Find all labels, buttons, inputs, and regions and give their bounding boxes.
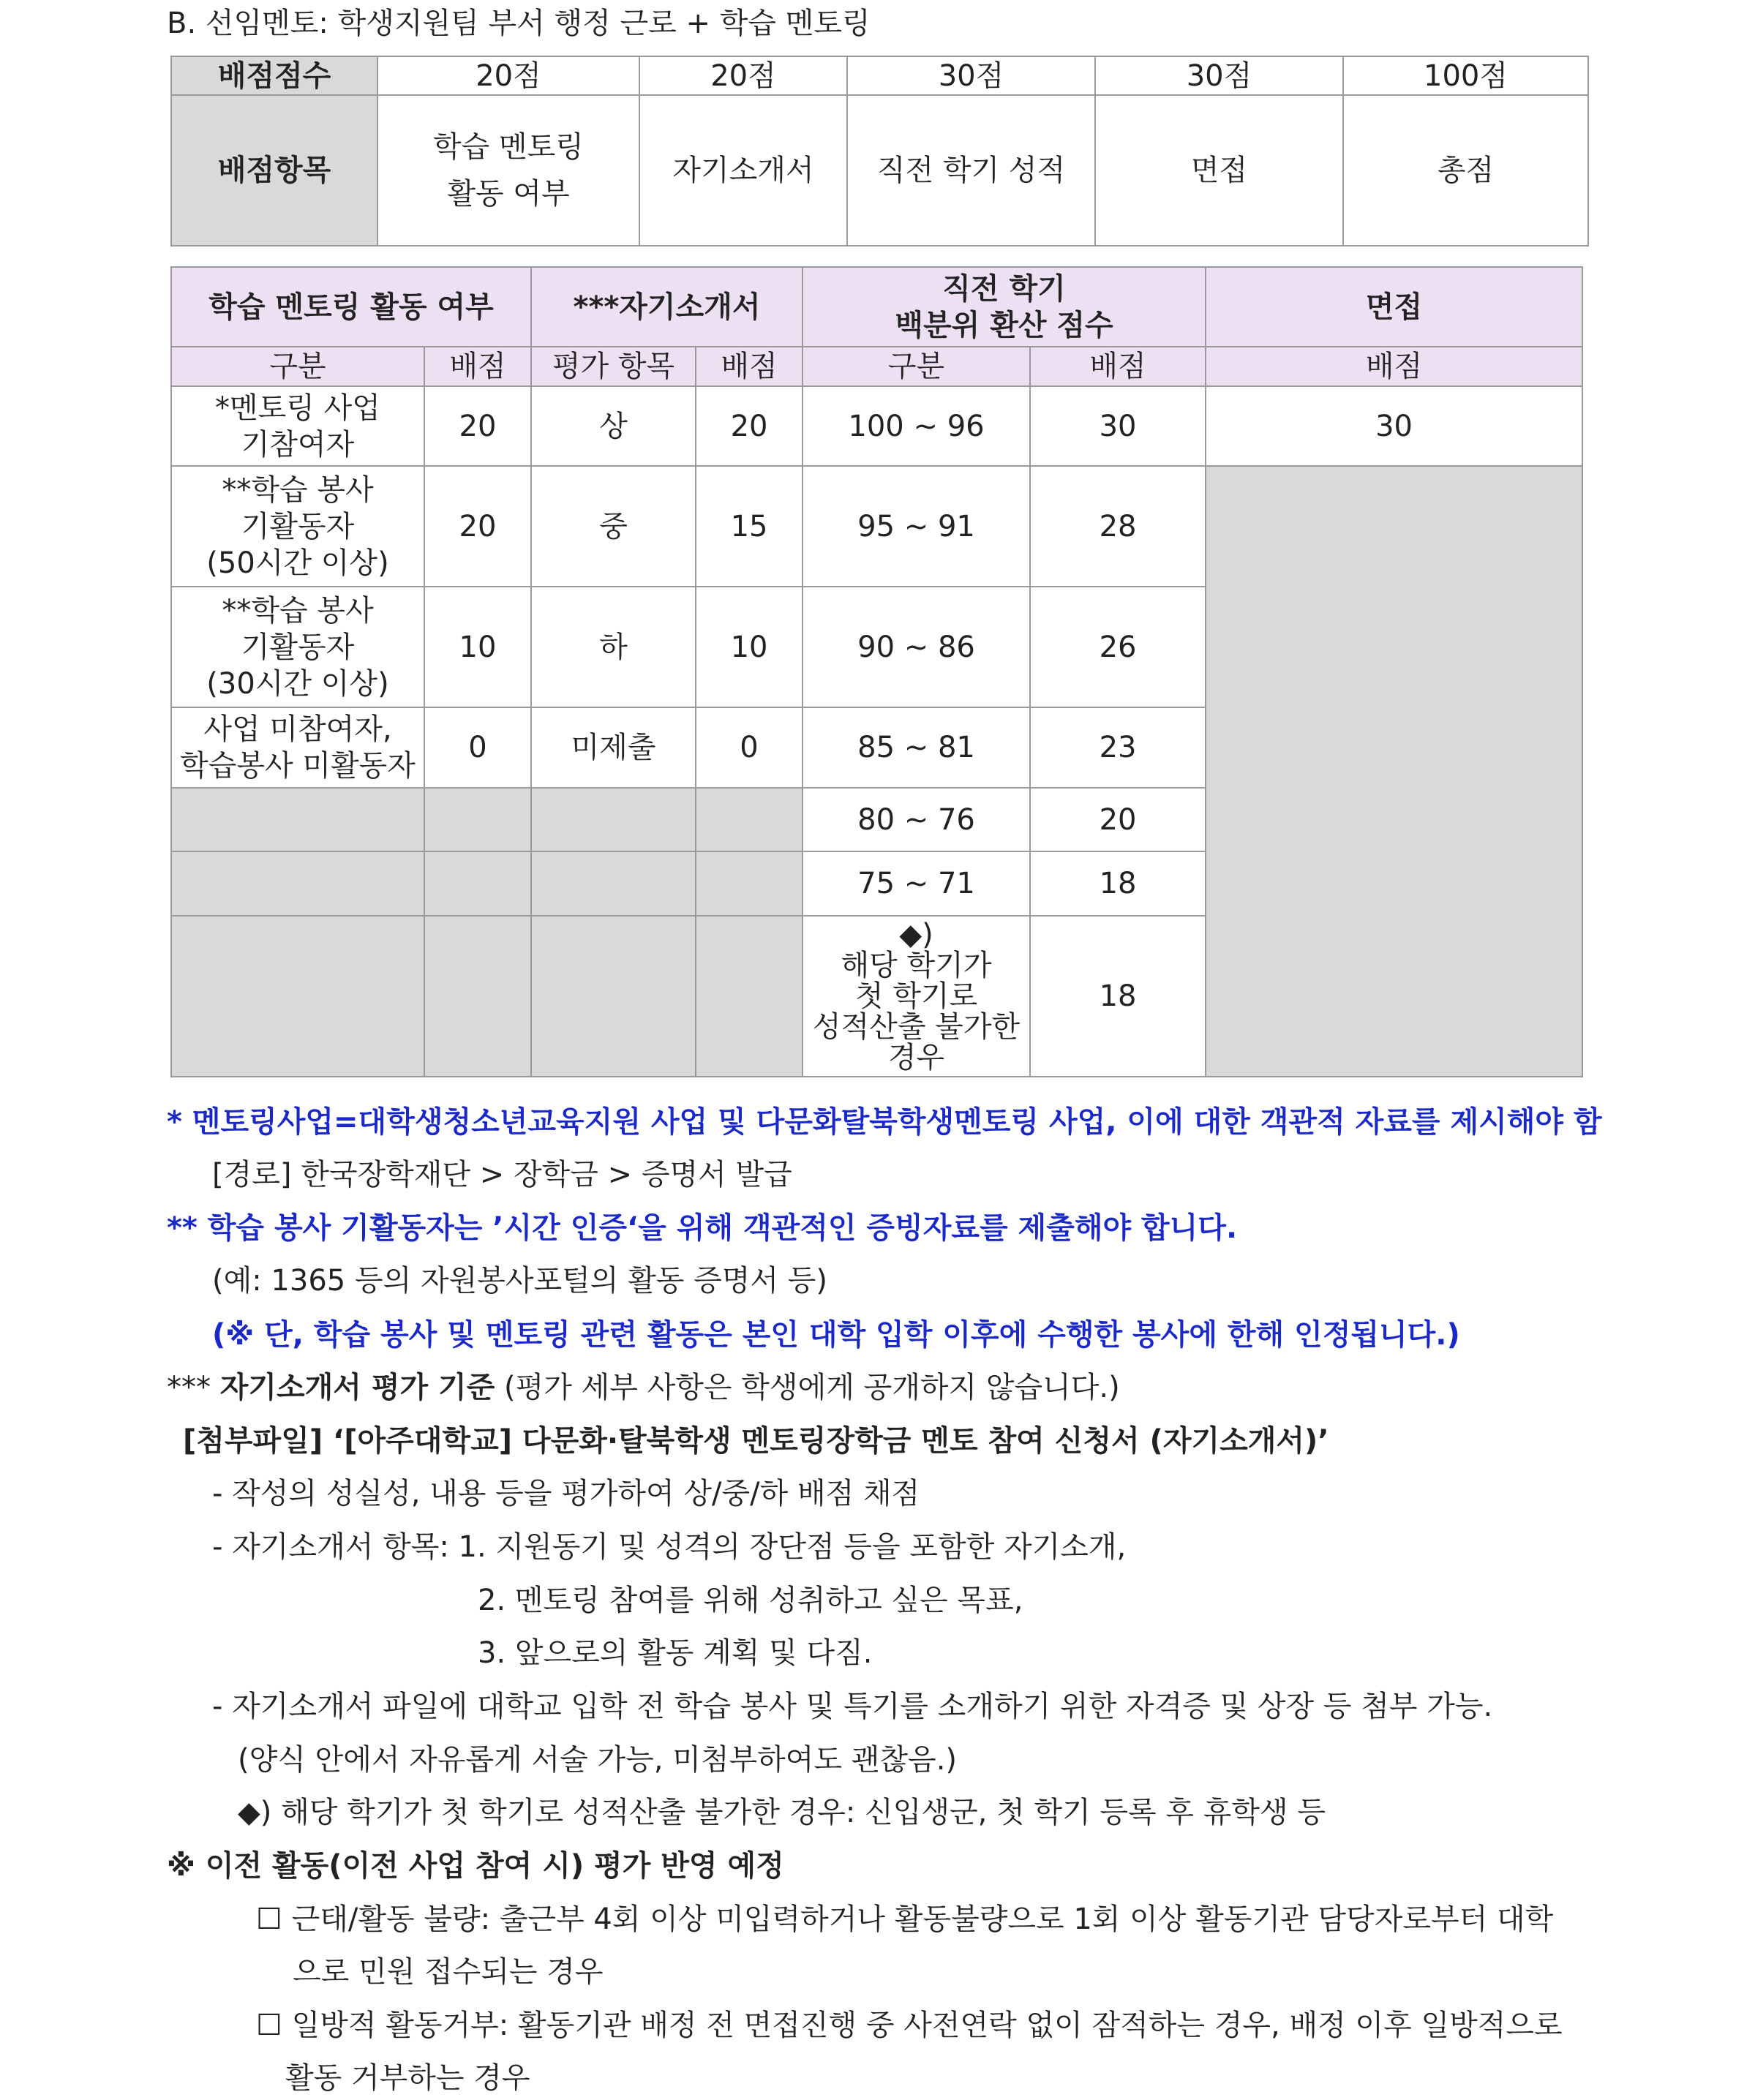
score-value: 20점 xyxy=(639,56,847,95)
subheader: 배점 xyxy=(1206,347,1582,386)
item-essay: 자기소개서 xyxy=(639,95,847,246)
gpa-score: 26 xyxy=(1030,587,1206,707)
note-essay-rest: (평가 세부 사항은 학생에게 공개하지 않습니다.) xyxy=(495,1371,1120,1404)
score-value: 30점 xyxy=(1095,56,1343,95)
mentoring-category-line: 사업 미참여자, xyxy=(203,712,392,746)
empty-cell xyxy=(171,851,424,916)
empty-cell xyxy=(531,851,696,916)
note-mentoring-business: * 멘토링사업=대학생청소년교육지원 사업 및 다문화탈북학생멘토링 사업, 이에 대한 객관적 자료를 제시해야 함 xyxy=(167,1105,1602,1139)
mentoring-category-line: (30시간 이상) xyxy=(206,666,389,701)
gpa-score: 28 xyxy=(1030,466,1206,587)
gpa-special-score: 18 xyxy=(1030,916,1206,1077)
gpa-score: 30 xyxy=(1030,386,1206,466)
empty-cell xyxy=(424,788,531,851)
mentoring-category xyxy=(171,587,424,707)
mentoring-category-line: 기활동자 xyxy=(241,630,355,664)
note-essay-criteria xyxy=(167,1367,1120,1408)
empty-cell xyxy=(696,916,803,1077)
group-header-essay: ***자기소개서 xyxy=(531,267,803,347)
item-mentoring xyxy=(377,95,639,246)
note-attachment: [첨부파일] ‘[아주대학교] 다문화·탈북학생 멘토링장학금 멘토 참여 신청서 (자기소개서)’ xyxy=(183,1424,1329,1458)
empty-cell xyxy=(424,916,531,1077)
essay-score: 15 xyxy=(696,466,803,587)
essay-grade: 미제출 xyxy=(531,707,696,788)
score-value: 20점 xyxy=(377,56,639,95)
mentoring-category xyxy=(171,707,424,788)
empty-cell xyxy=(171,788,424,851)
note-volunteer-caveat: (※ 단, 학습 봉사 및 멘토링 관련 활동은 본인 대학 입학 이후에 수행한 봉사에 한해 인정됩니다.) xyxy=(212,1318,1460,1352)
score-value: 30점 xyxy=(847,56,1095,95)
mentoring-category-line: *멘토링 사업 xyxy=(215,391,380,425)
bullet-free-form: (양식 안에서 자유롭게 서술 가능, 미첨부하여도 괜찮음.) xyxy=(238,1743,958,1777)
gpa-special-line: ◆) xyxy=(899,918,933,952)
essay-score: 0 xyxy=(696,707,803,788)
essay-item-goal: 2. 멘토링 참여를 위해 성취하고 싶은 목표, xyxy=(478,1584,1023,1617)
gpa-special-line: 경우 xyxy=(887,1041,945,1075)
prior-attendance-line1: ☐ 근태/활동 불량: 출근부 4회 이상 미입력하거나 활동불량으로 1회 이상 활동기관 담당자로부터 대학 xyxy=(256,1903,1554,1936)
score-row-label: 배점점수 xyxy=(171,56,377,95)
gpa-range: 80 ~ 76 xyxy=(803,788,1030,851)
subheader: 배점 xyxy=(1030,347,1206,386)
subheader: 구분 xyxy=(803,347,1030,386)
item-mentoring-line: 활동 여부 xyxy=(447,177,570,211)
mentoring-score: 10 xyxy=(424,587,531,707)
score-summary-table xyxy=(170,56,1589,246)
prior-activity-title: ※ 이전 활동(이전 사업 참여 시) 평가 반영 예정 xyxy=(167,1849,784,1883)
essay-score: 20 xyxy=(696,386,803,466)
mentoring-score: 0 xyxy=(424,707,531,788)
gpa-range: 75 ~ 71 xyxy=(803,851,1030,916)
note-essay-prefix: *** xyxy=(167,1371,220,1404)
section-heading: B. 선임멘토: 학생지원팀 부서 행정 근로 + 학습 멘토링 xyxy=(167,7,871,40)
essay-grade: 하 xyxy=(531,587,696,707)
group-header-mentoring: 학습 멘토링 활동 여부 xyxy=(171,267,531,347)
mentoring-score: 20 xyxy=(424,386,531,466)
gpa-score: 18 xyxy=(1030,851,1206,916)
item-gpa: 직전 학기 성적 xyxy=(847,95,1095,246)
prior-refusal-line2: 활동 거부하는 경우 xyxy=(285,2061,530,2095)
note-volunteer-proof: ** 학습 봉사 기활동자는 ’시간 인증‘을 위해 객관적인 증빙자료를 제출해야 합니다. xyxy=(167,1211,1238,1245)
subheader: 배점 xyxy=(424,347,531,386)
bullet-sincerity: - 작성의 성실성, 내용 등을 평가하여 상/중/하 배점 채점 xyxy=(212,1477,920,1510)
mentoring-category xyxy=(171,386,424,466)
essay-grade: 중 xyxy=(531,466,696,587)
gpa-score: 20 xyxy=(1030,788,1206,851)
empty-cell xyxy=(531,788,696,851)
group-header-gpa-line: 백분위 환산 점수 xyxy=(895,308,1113,342)
interview-empty-cell xyxy=(1206,466,1582,1077)
gpa-score: 23 xyxy=(1030,707,1206,788)
group-header-interview: 면접 xyxy=(1206,267,1582,347)
interview-score: 30 xyxy=(1206,386,1582,466)
essay-score: 10 xyxy=(696,587,803,707)
group-header-gpa xyxy=(803,267,1206,347)
subheader: 구분 xyxy=(171,347,424,386)
gpa-range: 95 ~ 91 xyxy=(803,466,1030,587)
empty-cell xyxy=(171,916,424,1077)
empty-cell xyxy=(424,851,531,916)
detail-score-table xyxy=(170,266,1583,1077)
bullet-essay-items: - 자기소개서 항목: 1. 지원동기 및 성격의 장단점 등을 포함한 자기소개, xyxy=(212,1530,1127,1564)
gpa-range: 85 ~ 81 xyxy=(803,707,1030,788)
prior-attendance-line2: 으로 민원 접수되는 경우 xyxy=(293,1955,604,1989)
gpa-special-line: 성적산출 불가한 xyxy=(812,1010,1021,1044)
mentoring-category xyxy=(171,466,424,587)
mentoring-score: 20 xyxy=(424,466,531,587)
gpa-special-case xyxy=(803,916,1030,1077)
essay-grade: 상 xyxy=(531,386,696,466)
item-total: 총점 xyxy=(1343,95,1588,246)
gpa-special-line: 해당 학기가 xyxy=(841,949,992,982)
note-certificate-path: [경로] 한국장학재단 > 장학금 > 증명서 발급 xyxy=(212,1158,792,1192)
mentoring-category-line: (50시간 이상) xyxy=(206,546,389,580)
mentoring-category-line: **학습 봉사 xyxy=(222,593,374,628)
note-essay-title: 자기소개서 평가 기준 xyxy=(219,1371,495,1404)
mentoring-category-line: 기활동자 xyxy=(241,509,355,543)
item-row-label: 배점항목 xyxy=(171,95,377,246)
note-volunteer-example: (예: 1365 등의 자원봉사포털의 활동 증명서 등) xyxy=(212,1264,828,1298)
essay-item-plan: 3. 앞으로의 활동 계획 및 다짐. xyxy=(478,1636,873,1670)
group-header-gpa-line: 직전 학기 xyxy=(942,271,1066,306)
subheader: 평가 항목 xyxy=(531,347,696,386)
note-first-semester: ◆) 해당 학기가 첫 학기로 성적산출 불가한 경우: 신입생군, 첫 학기 등록 후 휴학생 등 xyxy=(238,1796,1326,1829)
bullet-attachments-allowed: - 자기소개서 파일에 대학교 입학 전 학습 봉사 및 특기를 소개하기 위한 자격증 및 상장 등 첨부 가능. xyxy=(212,1690,1493,1723)
subheader: 배점 xyxy=(696,347,803,386)
empty-cell xyxy=(531,916,696,1077)
gpa-special-line: 첫 학기로 xyxy=(854,979,978,1013)
gpa-range: 90 ~ 86 xyxy=(803,587,1030,707)
item-interview: 면접 xyxy=(1095,95,1343,246)
prior-refusal-line1: ☐ 일방적 활동거부: 활동기관 배정 전 면접진행 중 사전연락 없이 잠적하는 경우, 배정 이후 일방적으로 xyxy=(256,2009,1563,2042)
gpa-range: 100 ~ 96 xyxy=(803,386,1030,466)
mentoring-category-line: **학습 봉사 xyxy=(222,473,374,507)
mentoring-category-line: 학습봉사 미활동자 xyxy=(180,749,416,783)
mentoring-category-line: 기참여자 xyxy=(241,427,355,462)
empty-cell xyxy=(696,851,803,916)
empty-cell xyxy=(696,788,803,851)
score-value: 100점 xyxy=(1343,56,1588,95)
item-mentoring-line: 학습 멘토링 xyxy=(433,130,584,164)
